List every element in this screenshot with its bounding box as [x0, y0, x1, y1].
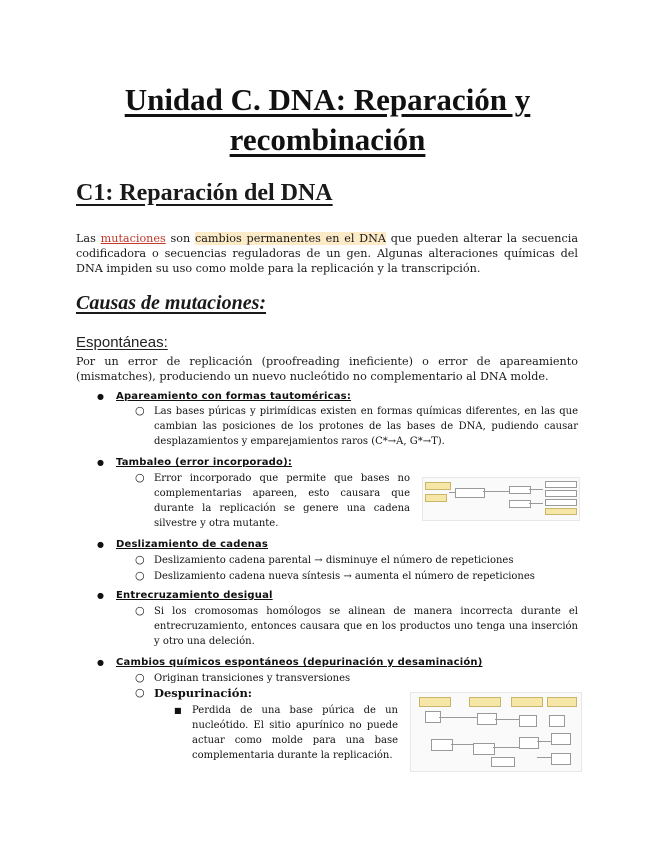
intro-paragraph [76, 231, 578, 276]
section-heading: C1: Reparación del DNA [76, 180, 333, 206]
unequal-crossing-detail: ○ Si los cromosomas homólogos se alinean de manera incorrecta durante el entrecruzamiento, entonces causara que en los productos uno tenga una inserción y otro una deleción. [154, 604, 578, 649]
page-title-line-2: recombinación [229, 122, 426, 157]
depurination-detail: ■ Perdida de una base púrica de un nucleótido. El sitio apurínico no puede actuar como molde para una base complementaria durante la replicación. [192, 703, 398, 763]
depurination-diagram-figure [410, 692, 582, 772]
intro-highlight: cambios permanentes en el DNA [195, 232, 387, 245]
spontaneous-heading: Espontáneas: [76, 334, 168, 351]
intro-text-3: que pueden alterar la secuencia codificadora o secuencias reguladoras de un gen. Algunas alteraciones químicas del DNA impiden su uso como molde para la replicación y la transcripción. [76, 232, 578, 275]
causes-heading: Causas de mutaciones: [76, 292, 267, 314]
depurination-label: Despurinación: [154, 686, 253, 700]
list-item-tautomeric [116, 389, 351, 404]
wobble-diagram-figure [422, 477, 580, 521]
strand-slippage-label: Deslizamiento de cadenas [116, 539, 268, 550]
unequal-crossing-label: Entrecruzamiento desigual [116, 590, 273, 601]
depurination-item [154, 686, 394, 702]
chemical-changes-detail: ○ Originan transiciones y transversiones [154, 671, 578, 686]
strand-slippage-detail-2: ○ Deslizamiento cadena nueva síntesis → aumenta el número de repeticiones [154, 569, 578, 584]
page-title [0, 80, 655, 160]
intro-term-mutaciones: mutaciones [100, 232, 166, 245]
strand-slippage-detail-1: ○ Deslizamiento cadena parental → disminuye el número de repeticiones [154, 553, 578, 568]
tautomeric-detail: ○ Las bases púricas y pirimídicas existen en formas químicas diferentes, en las que cambian las posiciones de los protones de las bases de DNA, pudiendo causar desplazamientos y emparejamientos raros (C*→A, G*→T). [154, 404, 578, 449]
chemical-changes-label: Cambios químicos espontáneos (depurinación y desaminación) [116, 657, 483, 668]
spontaneous-description: Por un error de replicación (proofreading ineficiente) o error de apareamiento (mismatches), produciendo un nuevo nucleótido no complementario al DNA molde. [76, 355, 578, 383]
list-item-wobble [116, 455, 292, 470]
list-item-chemical-changes [116, 655, 483, 670]
wobble-label: Tambaleo (error incorporado): [116, 457, 293, 468]
page-title-line-1: Unidad C. DNA: Reparación y [124, 82, 531, 117]
wobble-detail: ○ Error incorporado que permite que bases no complementarias apareen, esto causara que durante la replicación se genere una cadena silvestre y otra mutante. [154, 471, 410, 531]
tautomeric-label: Apareamiento con formas tautoméricas: [116, 391, 352, 402]
intro-text-1: Las [76, 232, 101, 245]
list-item-strand-slippage [116, 537, 268, 552]
list-item-unequal-crossing [116, 588, 273, 603]
intro-text-2: son [165, 232, 195, 245]
